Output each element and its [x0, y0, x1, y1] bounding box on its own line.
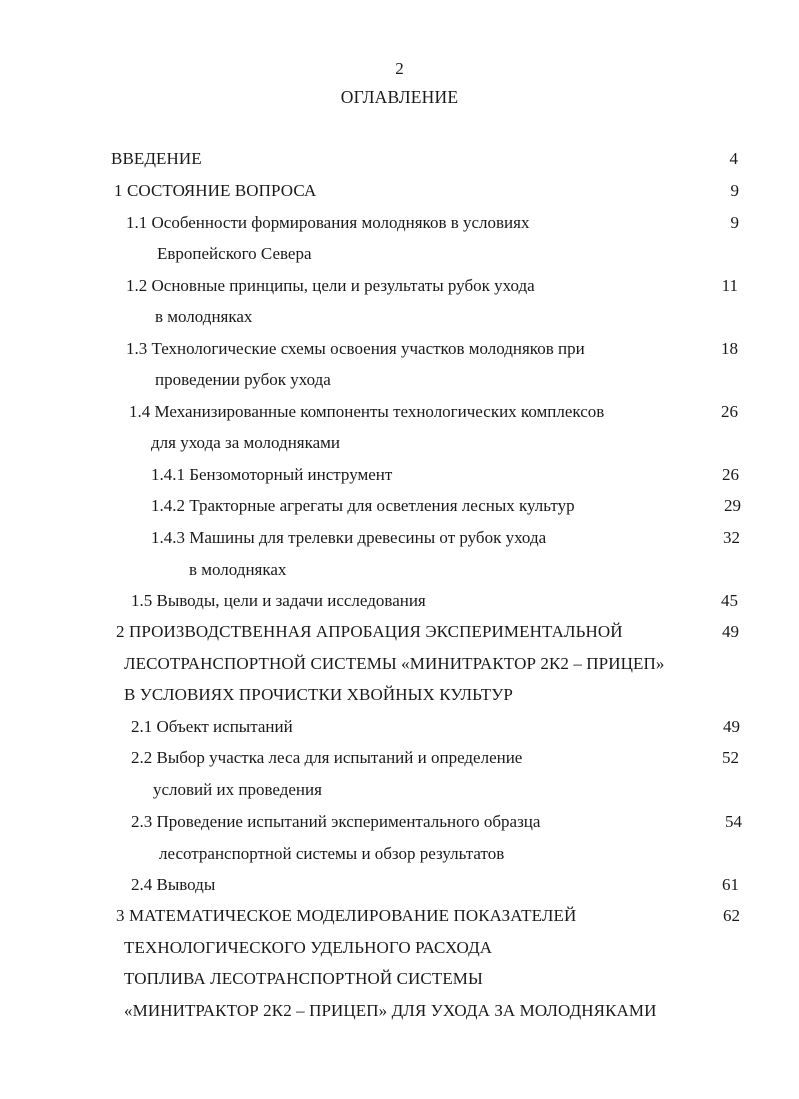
toc-page-number: 49	[723, 717, 740, 736]
toc-entry-continuation: ТОПЛИВА ЛЕСОТРАНСПОРТНОЙ СИСТЕМЫ	[124, 969, 483, 988]
toc-entry-continuation: ТЕХНОЛОГИЧЕСКОГО УДЕЛЬНОГО РАСХОДА	[124, 938, 493, 957]
toc-entry-section-1-4[interactable]: 1.4 Механизированные компоненты технологических комплексов	[129, 402, 605, 421]
toc-page-number: 11	[721, 276, 738, 295]
toc-entry-chapter-1[interactable]: 1 СОСТОЯНИЕ ВОПРОСА	[114, 181, 317, 200]
toc-page-number: 9	[730, 181, 739, 200]
toc-page-number: 32	[723, 528, 740, 547]
toc-page-number: 4	[729, 149, 738, 168]
toc-entry-continuation: в молодняках	[155, 307, 253, 326]
toc-entry-continuation: ЛЕСОТРАНСПОРТНОЙ СИСТЕМЫ «МИНИТРАКТОР 2К2 – ПРИЦЕП»	[124, 654, 665, 673]
toc-entry-continuation: условий их проведения	[153, 780, 322, 799]
toc-entry-continuation: в молодняках	[189, 560, 287, 579]
toc-entry-section-1-2[interactable]: 1.2 Основные принципы, цели и результаты рубок ухода	[126, 276, 535, 295]
toc-page-number: 9	[730, 213, 739, 232]
toc-page-number: 52	[722, 748, 739, 767]
toc-page-number: 49	[722, 622, 739, 641]
toc-entry-section-1-4-1[interactable]: 1.4.1 Бензомоторный инструмент	[151, 465, 393, 484]
toc-entry-section-2-3[interactable]: 2.3 Проведение испытаний экспериментального образца	[131, 812, 541, 831]
page-number: 2	[395, 59, 404, 78]
toc-entry-continuation: «МИНИТРАКТОР 2К2 – ПРИЦЕП» ДЛЯ УХОДА ЗА МОЛОДНЯКАМИ	[124, 1001, 657, 1020]
toc-page-number: 29	[724, 496, 741, 515]
page-title: ОГЛАВЛЕНИЕ	[340, 87, 459, 107]
toc-entry-section-1-1[interactable]: 1.1 Особенности формирования молодняков в условиях	[126, 213, 530, 232]
toc-entry-section-2-2[interactable]: 2.2 Выбор участка леса для испытаний и определение	[131, 748, 523, 767]
toc-entry-section-2-4[interactable]: 2.4 Выводы	[131, 875, 216, 894]
toc-entry-continuation: проведении рубок ухода	[155, 370, 331, 389]
toc-entry-section-1-3[interactable]: 1.3 Технологические схемы освоения участков молодняков при	[126, 339, 585, 358]
toc-entry-section-2-1[interactable]: 2.1 Объект испытаний	[131, 717, 293, 736]
toc-entry-chapter-3[interactable]: 3 МАТЕМАТИЧЕСКОЕ МОДЕЛИРОВАНИЕ ПОКАЗАТЕЛЕЙ	[116, 906, 577, 925]
toc-page-number: 62	[723, 906, 740, 925]
toc-entry-section-1-4-2[interactable]: 1.4.2 Тракторные агрегаты для осветления лесных культур	[151, 496, 575, 515]
toc-entry-continuation: для ухода за молодняками	[151, 433, 341, 452]
toc-page-number: 54	[725, 812, 742, 831]
toc-page-number: 61	[722, 875, 739, 894]
toc-entry-continuation: Европейского Севера	[157, 244, 312, 263]
toc-page-number: 45	[721, 591, 738, 610]
toc-entry-section-1-5[interactable]: 1.5 Выводы, цели и задачи исследования	[131, 591, 426, 610]
toc-page-number: 18	[721, 339, 738, 358]
toc-entry-chapter-2[interactable]: 2 ПРОИЗВОДСТВЕННАЯ АПРОБАЦИЯ ЭКСПЕРИМЕНТАЛЬНОЙ	[116, 622, 623, 641]
toc-page-number: 26	[721, 402, 738, 421]
toc-page-number: 26	[722, 465, 739, 484]
toc-entry-section-1-4-3[interactable]: 1.4.3 Машины для трелевки древесины от рубок ухода	[151, 528, 547, 547]
toc-entry-introduction[interactable]: ВВЕДЕНИЕ	[111, 149, 202, 168]
toc-entry-continuation: В УСЛОВИЯХ ПРОЧИСТКИ ХВОЙНЫХ КУЛЬТУР	[124, 685, 513, 704]
toc-entry-continuation: лесотранспортной системы и обзор результатов	[159, 844, 505, 863]
